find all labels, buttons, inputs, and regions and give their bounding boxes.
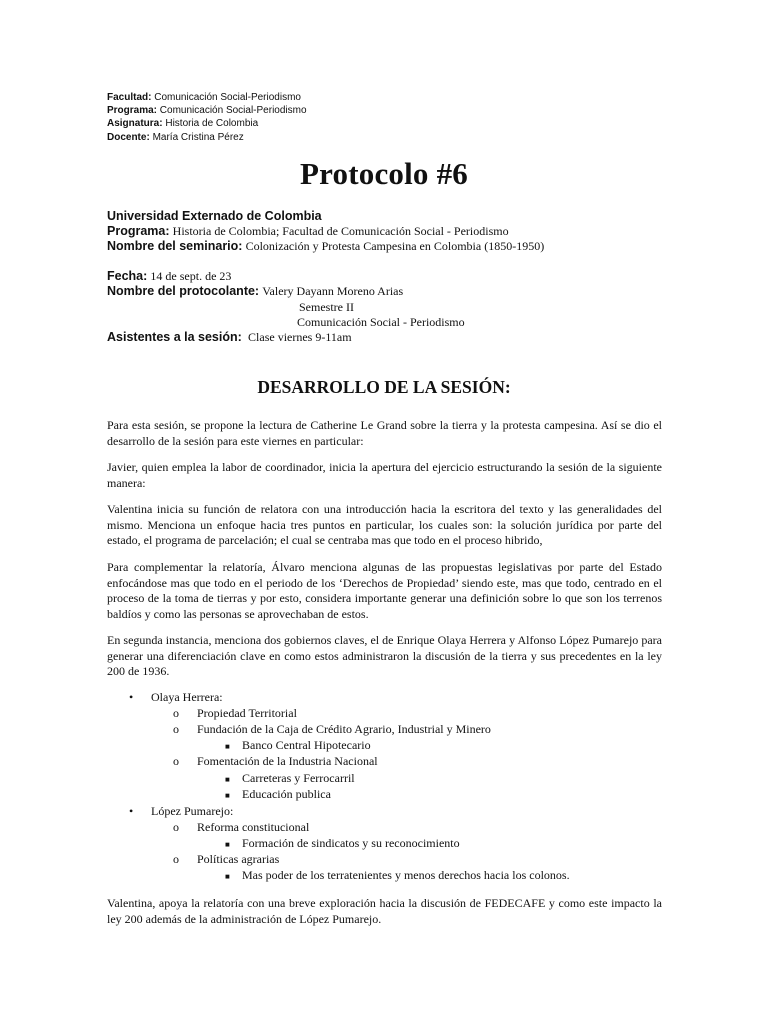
paragraph-relatora: Valentina inicia su función de relatora con una introducción hacia la escritora del texto y las generalidades del mismo. Menciona un enfoque hacia tres puntos en particular, los cuales son: la solución jurídica por parte del estado, el programa de parcelación; el cual se centraba mas que todo en el proceso hibrido,: [107, 502, 662, 547]
paragraph-gobiernos: En segunda instancia, menciona dos gobiernos claves, el de Enrique Olaya Herrera y Alfonso López Pumarejo para generar una diferenciación clave en como estos administraron la discusión de la tierra y sus precedentes en la ley 200 de 1936.: [107, 633, 662, 678]
paragraph-coordinador: Javier, quien emplea la labor de coordinador, inicia la apertura del ejercicio estructurando la sesión de la siguiente manera:: [107, 460, 662, 490]
header-semestre: Semestre II: [299, 300, 354, 314]
bullet-2-marker: o: [173, 852, 179, 866]
paragraph-intro: Para esta sesión, se propone la lectura de Catherine Le Grand sobre la tierra y la protesta campesina. Así se dio el desarrollo de la sesión para este viernes en particular:: [107, 418, 662, 448]
header-programa-value: Historia de Colombia; Facultad de Comunicación Social - Periodismo: [172, 224, 509, 238]
meta-facultad: [107, 91, 307, 104]
meta-programa-value: Comunicación Social-Periodismo: [159, 105, 307, 117]
list-item-lopez-2: Políticas agrarias: [197, 852, 280, 866]
header-asistentes: [107, 330, 352, 345]
header-seminario: [107, 239, 544, 254]
header-seminario-value: Colonización y Protesta Campesina en Colombia (1850-1950): [245, 239, 545, 253]
bullet-2-marker: o: [173, 754, 179, 768]
list-item-olaya-3-1: Carreteras y Ferrocarril: [242, 771, 355, 785]
university-label: Universidad Externado de Colombia: [107, 209, 322, 223]
meta-asignatura-label: Asignatura:: [107, 118, 163, 130]
document-meta: [107, 91, 307, 144]
header-protocolante-value: Valery Dayann Moreno Arias: [262, 284, 404, 298]
header-asistentes-label: Asistentes a la sesión:: [107, 330, 242, 344]
header-programa: [107, 224, 509, 239]
meta-docente-value: María Cristina Pérez: [152, 131, 244, 143]
bullet-3-marker: ■: [225, 872, 230, 881]
meta-docente-label: Docente:: [107, 131, 150, 143]
section-title: DESARROLLO DE LA SESIÓN:: [257, 377, 511, 397]
header-fecha-label: Fecha:: [107, 269, 148, 283]
list-item-olaya-1: Propiedad Territorial: [197, 706, 297, 720]
bullet-3-marker: ■: [225, 840, 230, 849]
list-item-olaya: Olaya Herrera:: [151, 690, 223, 704]
list-item-lopez: López Pumarejo:: [151, 804, 234, 818]
meta-asignatura-value: Historia de Colombia: [165, 118, 259, 130]
bullet-2-marker: o: [173, 722, 179, 736]
header-seminario-label: Nombre del seminario:: [107, 239, 243, 253]
list-item-lopez-1-1: Formación de sindicatos y su reconocimiento: [242, 836, 460, 850]
list-item-olaya-3: Fomentación de la Industria Nacional: [197, 754, 378, 768]
header-asistentes-value: Clase viernes 9-11am: [248, 330, 352, 344]
paragraph-fedecafe: Valentina, apoya la relatoría con una breve exploración hacia la discusión de FEDECAFE y como este impacto la ley 200 además de la administración de López Pumarejo.: [107, 896, 662, 926]
university-name: [107, 209, 322, 224]
bullet-3-marker: ■: [225, 742, 230, 751]
meta-programa: [107, 104, 307, 117]
bullet-3-marker: ■: [225, 791, 230, 800]
list-item-olaya-2-1: Banco Central Hipotecario: [242, 738, 371, 752]
meta-programa-label: Programa:: [107, 105, 158, 117]
list-item-lopez-1: Reforma constitucional: [197, 820, 310, 834]
meta-facultad-label: Facultad:: [107, 92, 152, 103]
bullet-2-marker: o: [173, 820, 179, 834]
list-item-olaya-2: Fundación de la Caja de Crédito Agrario, Industrial y Minero: [197, 722, 491, 736]
document-title: Protocolo #6: [300, 156, 468, 191]
header-programa-label: Programa:: [107, 224, 170, 238]
list-item-olaya-3-2: Educación publica: [242, 787, 331, 801]
header-fecha: [107, 269, 231, 284]
header-protocolante: [107, 284, 403, 299]
paragraph-complemento: Para complementar la relatoría, Álvaro menciona algunas de las propuestas legislativas por parte del Estado enfocándose mas que todo en el periodo de los ‘Derechos de Propiedad’ siendo este, mas que todo, centrado en el proceso de la toma de tierras y por esto, considera importante generar una definición sobre lo que son los terrenos baldíos y como las personas se aprovechaban de estos.: [107, 560, 662, 621]
bullet-1-marker: •: [129, 690, 134, 704]
meta-facultad-value: Comunicación Social-Periodismo: [154, 92, 301, 103]
bullet-1-marker: •: [129, 804, 134, 818]
header-protocolante-label: Nombre del protocolante:: [107, 284, 260, 298]
header-fecha-value: 14 de sept. de 23: [150, 269, 232, 283]
bullet-2-marker: o: [173, 706, 179, 720]
bullet-3-marker: ■: [225, 775, 230, 784]
meta-asignatura: [107, 117, 307, 130]
list-item-lopez-2-1: Mas poder de los terratenientes y menos derechos hacia los colonos.: [242, 868, 570, 882]
header-carrera: Comunicación Social - Periodismo: [297, 315, 465, 329]
meta-docente: [107, 131, 307, 144]
